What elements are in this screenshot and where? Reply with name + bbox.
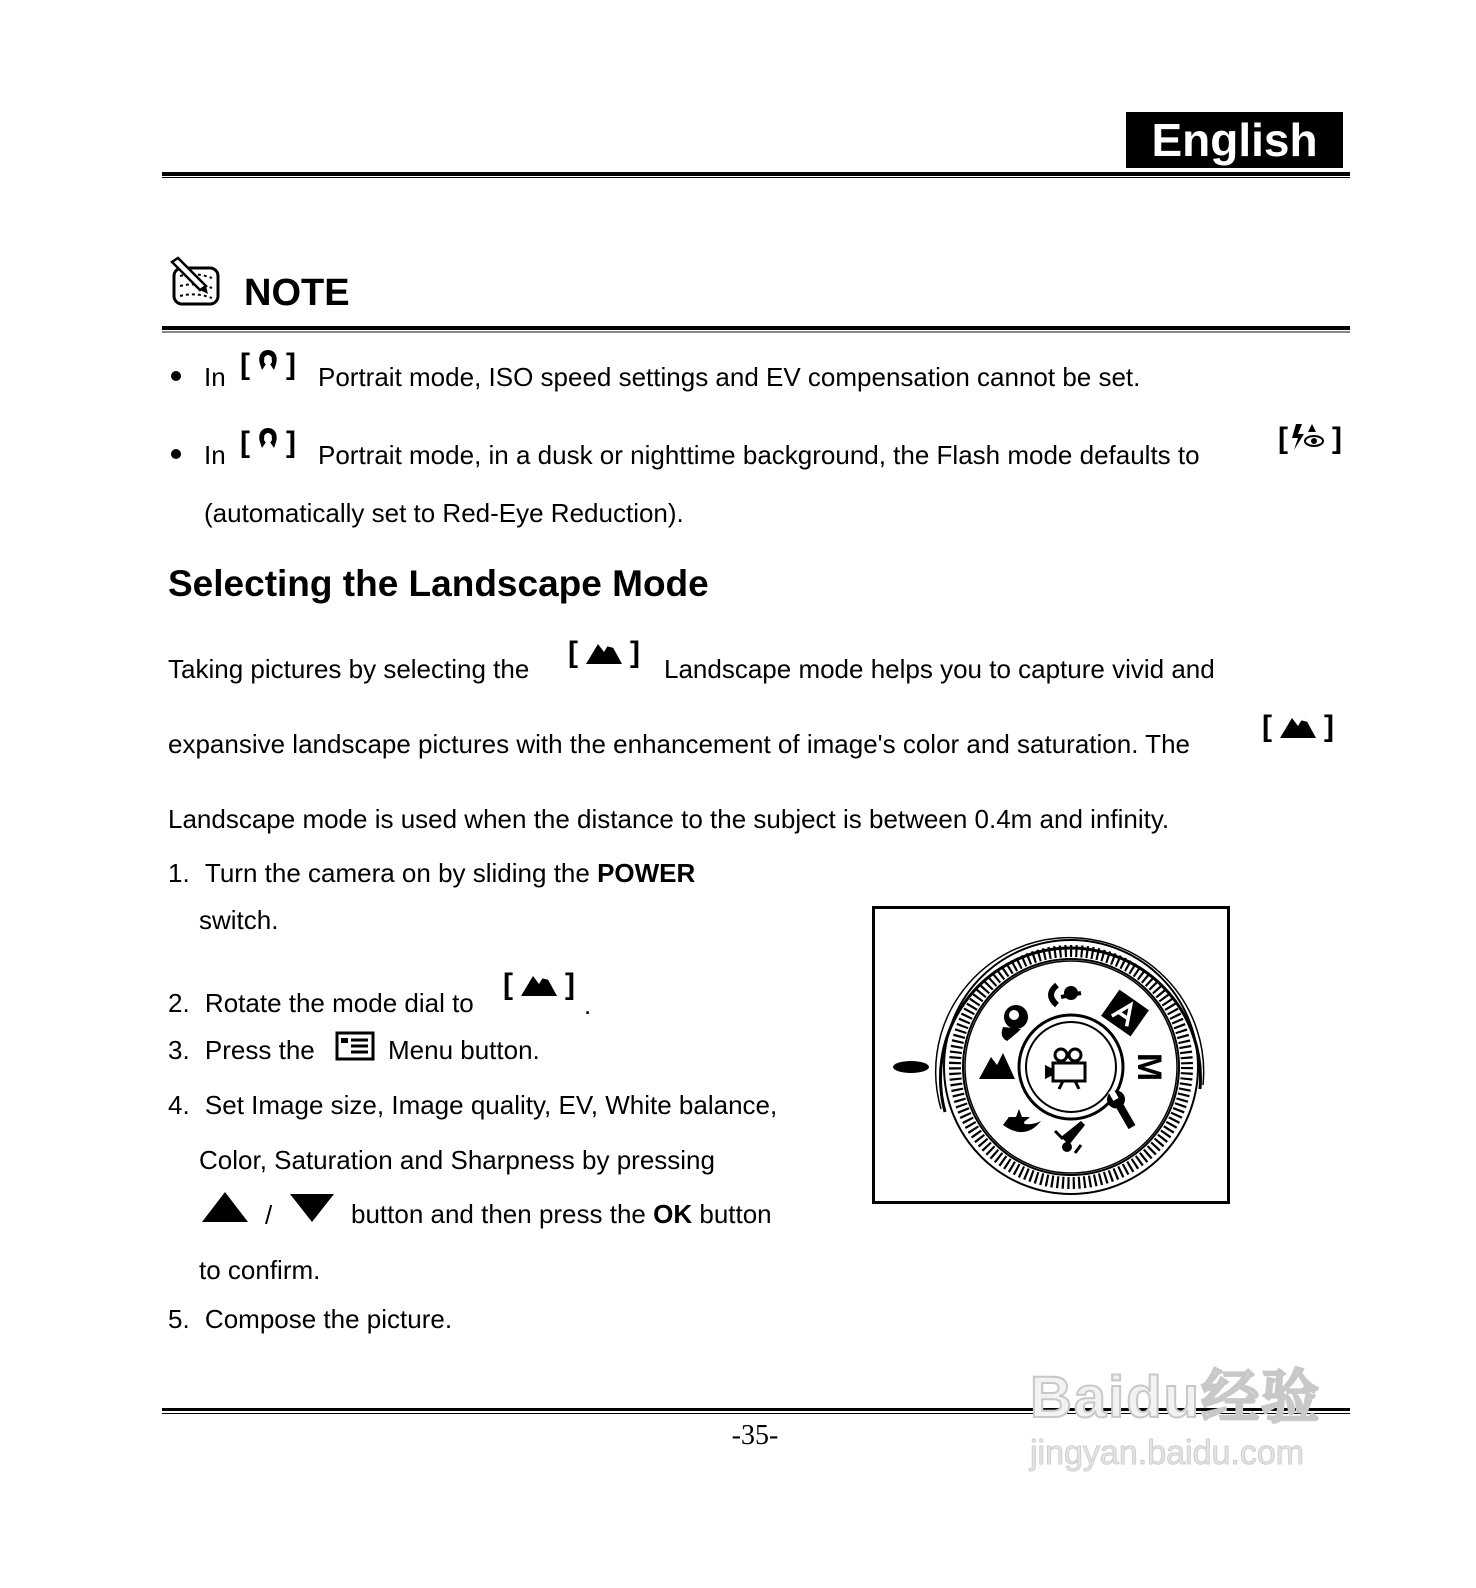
flash-red-eye-icon: [ ] [1278, 422, 1342, 455]
step-1-bold: POWER [597, 858, 696, 888]
note-pencil-icon [166, 256, 224, 310]
language-tag: English [1126, 112, 1343, 168]
bullet [171, 449, 181, 459]
menu-button-icon [335, 1031, 375, 1066]
bullet [171, 371, 181, 381]
landscape-mode-icon: [ ] [1262, 710, 1334, 743]
mode-dial-illustration [875, 909, 1227, 1201]
arrow-separator: / [265, 1200, 273, 1230]
step-4-text-c [351, 1199, 772, 1230]
watermark [1030, 1350, 1321, 1473]
step-1 [168, 858, 695, 889]
step-4-text-b: Color, Saturation and Sharpness by pressing [199, 1145, 715, 1175]
step-4-text-a: Set Image size, Image quality, EV, White balance, [204, 1090, 778, 1120]
intro-line-2: expansive landscape pictures with the enhancement of image's color and saturation. The [168, 729, 1190, 759]
step-number: 2. [168, 988, 190, 1018]
intro-line-1a: Taking pictures by selecting the [168, 654, 530, 684]
down-arrow-icon [288, 1192, 336, 1229]
note-item-2-text: Portrait mode, in a dusk or nighttime background, the Flash mode defaults to [318, 440, 1200, 470]
header-rule [162, 172, 1350, 176]
step-1-text-a: Turn the camera on by sliding the [204, 858, 590, 888]
watermark-url: jingyan.baidu.com [1030, 1434, 1305, 1472]
note-item-2-continuation: (automatically set to Red-Eye Reduction). [204, 498, 684, 528]
intro-line-3: Landscape mode is used when the distance to the subject is between 0.4m and infinity. [168, 804, 1170, 834]
dial-manual-icon: M [1130, 1052, 1168, 1082]
dial-indicator-mark [893, 1061, 929, 1073]
ok-label: OK [653, 1199, 693, 1229]
step-3-text-b: Menu button. [388, 1035, 540, 1065]
step-4-text-e: to confirm. [199, 1255, 321, 1285]
step-number: 1. [168, 858, 190, 888]
landscape-mode-icon: [ ] [568, 636, 640, 669]
step-4 [168, 1090, 777, 1121]
step-3 [168, 1035, 315, 1066]
note-item-2-prefix: In [204, 440, 226, 470]
watermark-logo: Baidu经验 [1030, 1365, 1322, 1430]
step-3-text-a: Press the [204, 1035, 315, 1065]
step-1-text-b: switch. [199, 905, 279, 935]
up-arrow-icon [200, 1190, 250, 1229]
page-number: -35- [731, 1420, 779, 1451]
mode-dial-figure [872, 906, 1230, 1204]
note-rule-shadow [162, 331, 1350, 333]
landscape-mode-icon: [ ] [503, 968, 575, 1001]
step-2-text-a: Rotate the mode dial to [204, 988, 474, 1018]
step-2-text-b: . [584, 990, 592, 1020]
note-title: NOTE [244, 272, 350, 314]
step-5 [168, 1304, 452, 1335]
note-item-1-prefix: In [204, 362, 226, 392]
section-title: Selecting the Landscape Mode [168, 563, 709, 604]
step-4-text-c-span: button and then press the [351, 1199, 646, 1229]
step-5-text-a: Compose the picture. [204, 1304, 453, 1334]
step-4-text-d: button [699, 1199, 772, 1229]
header-rule-thin [162, 177, 1350, 178]
step-number: 4. [168, 1090, 190, 1120]
step-number: 3. [168, 1035, 190, 1065]
note-rule [162, 326, 1350, 330]
portrait-icon: [ ] [240, 426, 296, 459]
portrait-icon: [ ] [240, 348, 296, 381]
step-number: 5. [168, 1304, 190, 1334]
step-2 [168, 988, 474, 1019]
note-item-1-text: Portrait mode, ISO speed settings and EV compensation cannot be set. [318, 362, 1141, 392]
intro-line-1b: Landscape mode helps you to capture vivid and [664, 654, 1215, 684]
